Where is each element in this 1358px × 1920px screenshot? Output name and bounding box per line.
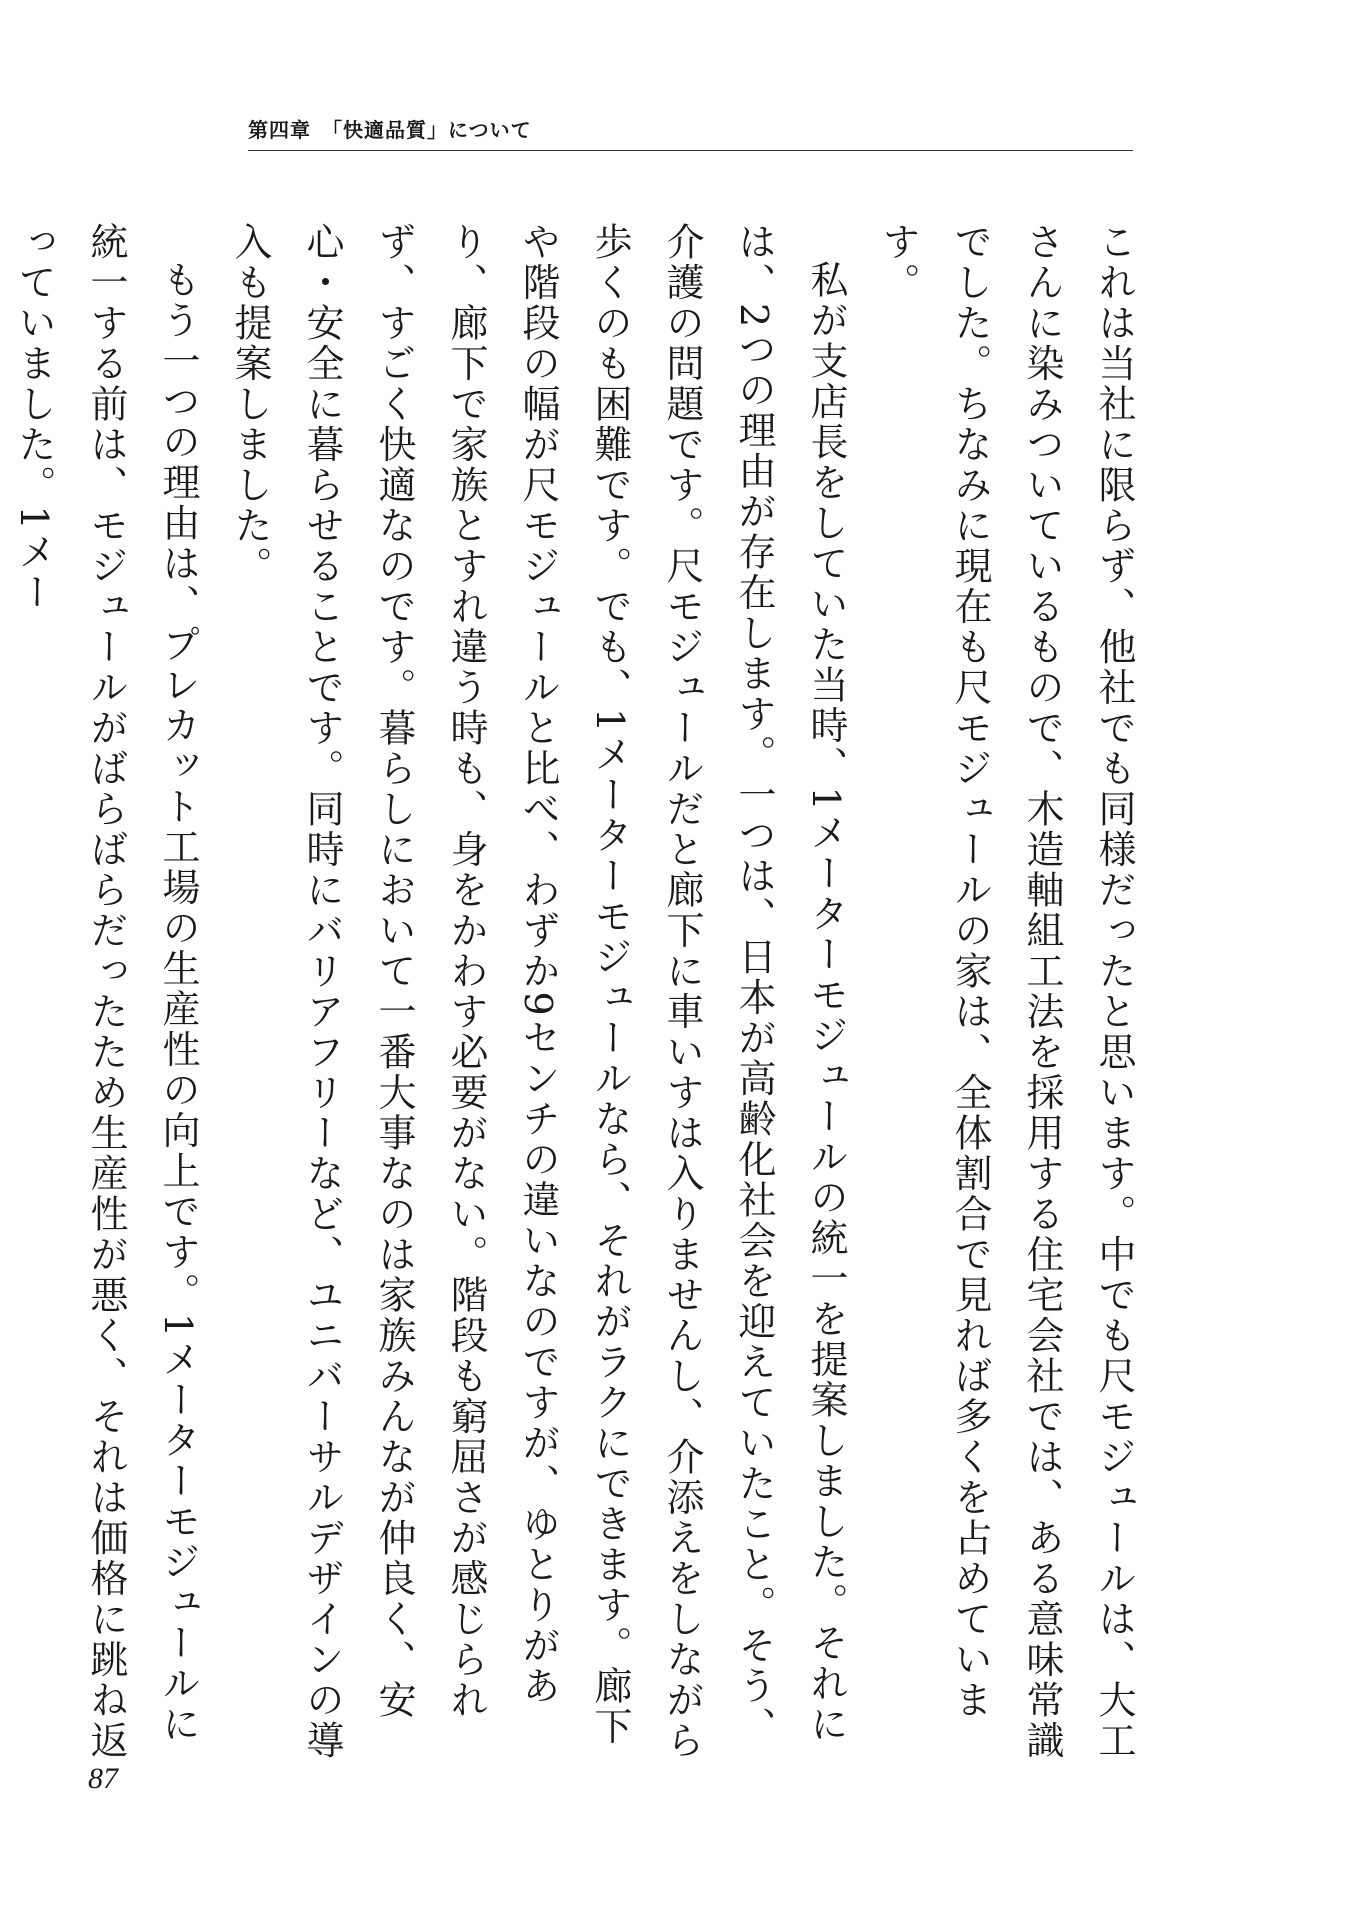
paragraph-2: 私が支店長をしていた当時、1メーターモジュールの統一を提案しました。それには、2つの理由が存在します。一つは、日本が高齢化社会を迎えていたこと。そう、介護の問題です。尺モジュールだと廊下に車いすは入りませんし、介添えをしながら歩くのも困難です。でも、1メーターモジュールなら、それがラクにできます。廊下や階段の幅が尺モジュールと比べ、わずか9センチの違いなのですが、ゆとりがあり、廊下で家族とすれ違う時も、身をかわす必要がない。階段も窮屈さが感じられず、すごく快適なのです。暮らしにおいて一番大事なのは家族みんなが仲良く、安心・安全に暮らせることです。同時にバリアフリーなど、ユニバーサルデザインの導入も提案しました。 bbox=[228, 222, 848, 1761]
chapter-title: 第四章 「快適品質」について bbox=[248, 118, 532, 142]
vertical-body-text bbox=[12, 222, 1150, 1767]
page-number: 87 bbox=[88, 1762, 118, 1795]
paragraph-3: もう一つの理由は、プレカット工場の生産性の向上です。1メーターモジュールに統一する前は、モジュールがばらばらだったため生産性が悪く、それは価格に跳ね返っていました。1メー bbox=[12, 222, 200, 1761]
paragraph-1: これは当社に限らず、他社でも同様だったと思います。中でも尺モジュールは、大工さんに染みついているもので、木造軸組工法を採用する住宅会社では、ある意味常識でした。ちなみに現在も尺モジュールの家は、全体割合で見れば多くを占めています。 bbox=[876, 222, 1136, 1761]
running-header bbox=[248, 110, 1133, 151]
